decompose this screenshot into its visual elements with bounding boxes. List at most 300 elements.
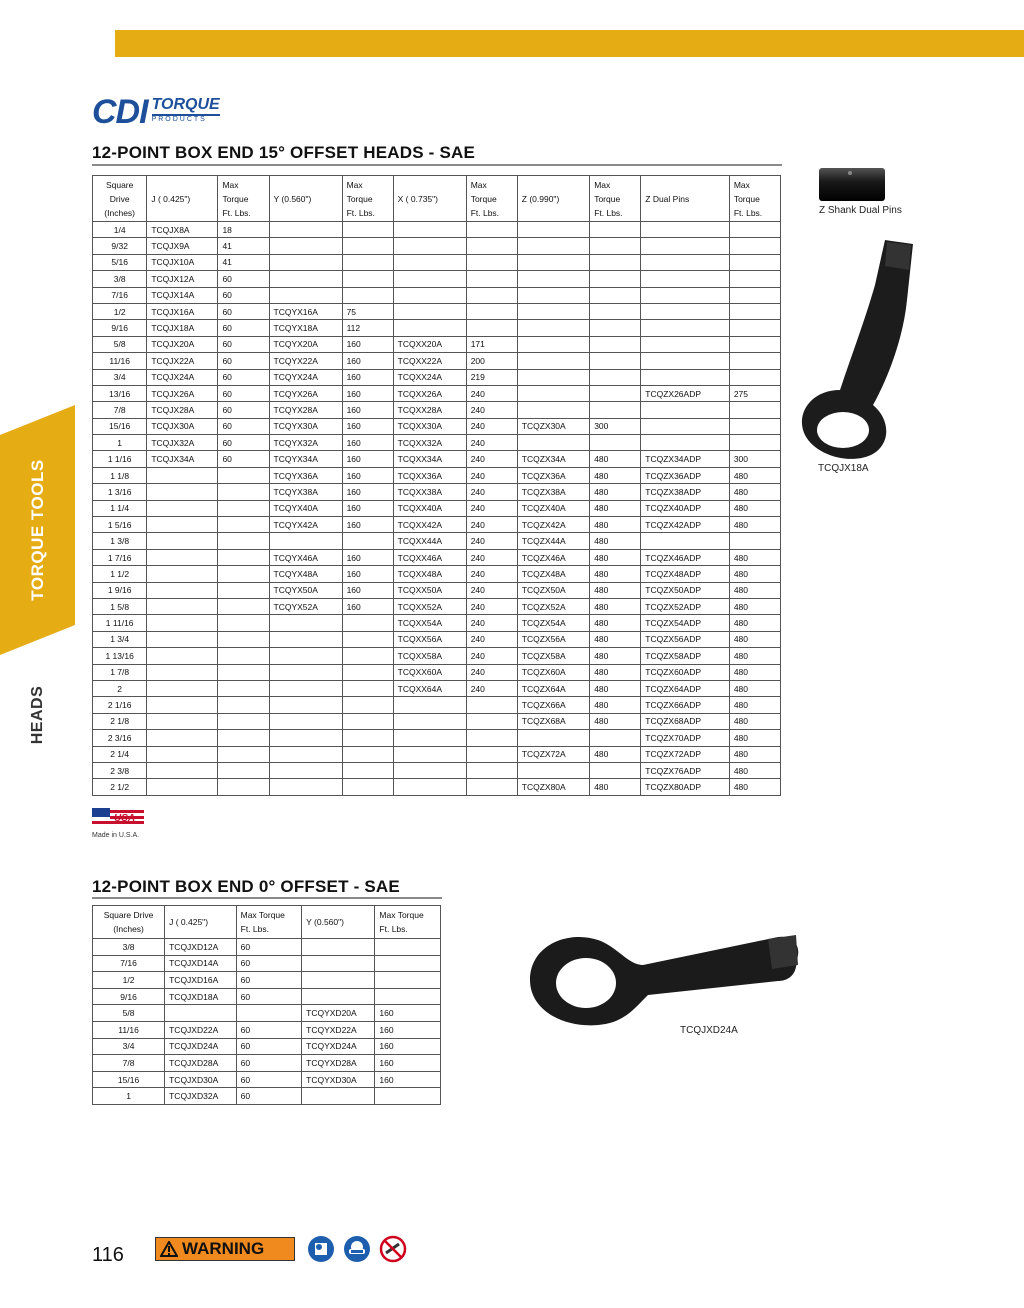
table-cell [590, 353, 641, 369]
table-cell: 60 [236, 955, 302, 972]
table-cell: 480 [590, 533, 641, 549]
table-cell: 7/16 [93, 287, 147, 303]
table-cell [641, 287, 730, 303]
usa-flag-icon [92, 806, 144, 826]
table-cell: TCQYX30A [269, 418, 342, 434]
table-cell [269, 271, 342, 287]
table-cell: TCQXX34A [393, 451, 466, 467]
table-cell [147, 598, 218, 614]
section1-title: 12-POINT BOX END 15° OFFSET HEADS - SAE [92, 143, 475, 162]
table-cell [517, 303, 589, 319]
column-header-line: Z (0.990") [521, 193, 560, 204]
table-cell: 1 1/16 [93, 451, 147, 467]
table-cell: 60 [218, 402, 269, 418]
table-cell [729, 238, 780, 254]
table-cell: TCQZX52A [517, 598, 589, 614]
table-cell [147, 697, 218, 713]
table-cell: 160 [342, 566, 393, 582]
table-cell [165, 1005, 237, 1022]
table-cell: 480 [590, 648, 641, 664]
table-row [93, 1005, 441, 1022]
table-cell: TCQJX8A [147, 222, 218, 238]
table-cell [269, 664, 342, 680]
table-row [93, 779, 781, 795]
table-cell [302, 988, 375, 1005]
table-cell: 2 1/16 [93, 697, 147, 713]
table-cell: 480 [729, 467, 780, 483]
table-cell [641, 533, 730, 549]
table-cell: TCQZX56A [517, 631, 589, 647]
table-cell [466, 222, 517, 238]
table-cell: TCQXX36A [393, 467, 466, 483]
table-cell [342, 680, 393, 696]
column-header-line: (Inches) [113, 924, 144, 934]
table-row [93, 517, 781, 533]
column-header-line: Max Torque [379, 910, 424, 920]
table-row [93, 713, 781, 729]
offset-heads-table [92, 175, 781, 796]
table-cell [393, 697, 466, 713]
table-cell: TCQZX36ADP [641, 467, 730, 483]
table-row [93, 353, 781, 369]
warning-triangle-icon [160, 1241, 178, 1257]
table-cell: TCQZX40A [517, 500, 589, 516]
table-cell: TCQYX46A [269, 549, 342, 565]
logo-main: CDI [92, 93, 148, 131]
table-cell: 480 [729, 484, 780, 500]
table-cell: 1 13/16 [93, 648, 147, 664]
column-header-line: Y (0.560") [273, 193, 312, 204]
table-cell: 1 7/8 [93, 664, 147, 680]
table-row [93, 484, 781, 500]
table-cell [342, 697, 393, 713]
table-cell [466, 254, 517, 270]
table-cell: 219 [466, 369, 517, 385]
table-cell [218, 631, 269, 647]
table-cell [147, 467, 218, 483]
table-cell [269, 746, 342, 762]
table-cell: 480 [590, 615, 641, 631]
table-cell [342, 664, 393, 680]
table-cell [147, 615, 218, 631]
table-cell: TCQJX26A [147, 385, 218, 401]
table-cell [269, 254, 342, 270]
table-cell [218, 746, 269, 762]
table-cell [729, 320, 780, 336]
table-cell: 480 [590, 451, 641, 467]
table-cell [517, 287, 589, 303]
table-cell: TCQYXD20A [302, 1005, 375, 1022]
z-shank-caption: Z Shank Dual Pins [819, 205, 902, 216]
table-cell: TCQXX32A [393, 435, 466, 451]
table-cell: TCQXX46A [393, 549, 466, 565]
table-row [93, 615, 781, 631]
table-cell: 41 [218, 238, 269, 254]
table-cell: 160 [342, 353, 393, 369]
table-cell: TCQJX24A [147, 369, 218, 385]
table-cell: TCQXX42A [393, 517, 466, 533]
table-cell: 9/16 [93, 320, 147, 336]
table-cell [375, 972, 441, 989]
table-cell: TCQJX16A [147, 303, 218, 319]
table-cell [641, 435, 730, 451]
table-row [93, 762, 781, 778]
table-cell [147, 730, 218, 746]
table-cell: 3/8 [93, 939, 165, 956]
table-cell: 7/8 [93, 1055, 165, 1072]
column-header [165, 906, 237, 939]
table-cell [269, 287, 342, 303]
table-cell: 2 [93, 680, 147, 696]
table-cell [218, 582, 269, 598]
table-cell [641, 353, 730, 369]
table-cell: TCQXX26A [393, 385, 466, 401]
table-cell [218, 533, 269, 549]
table-cell: 480 [729, 631, 780, 647]
table-cell: TCQYX52A [269, 598, 342, 614]
table-cell: 7/8 [93, 402, 147, 418]
table-cell: 60 [218, 385, 269, 401]
table-cell [590, 320, 641, 336]
table-row [93, 648, 781, 664]
table-cell: TCQXX44A [393, 533, 466, 549]
table-cell [342, 254, 393, 270]
table-cell: 3/8 [93, 271, 147, 287]
table-cell: 480 [729, 566, 780, 582]
table-cell: TCQZX80ADP [641, 779, 730, 795]
table-cell [147, 484, 218, 500]
table-cell [517, 353, 589, 369]
table-cell [466, 271, 517, 287]
table-cell: TCQYX26A [269, 385, 342, 401]
column-header [236, 906, 302, 939]
warning-text: WARNING [182, 1239, 265, 1258]
table-cell: TCQJX20A [147, 336, 218, 352]
table-cell: TCQZX34ADP [641, 451, 730, 467]
table-cell: TCQJXD22A [165, 1021, 237, 1038]
table-row [93, 533, 781, 549]
table-cell: TCQXX54A [393, 615, 466, 631]
table-cell: 240 [466, 582, 517, 598]
table-cell [590, 238, 641, 254]
column-header [93, 906, 165, 939]
table-cell [729, 402, 780, 418]
table-cell: 60 [218, 320, 269, 336]
table-row [93, 746, 781, 762]
table-cell [517, 320, 589, 336]
top-accent-bar [115, 30, 1024, 57]
table-row [93, 680, 781, 696]
table-row [93, 222, 781, 238]
table-cell [218, 484, 269, 500]
table-cell [466, 713, 517, 729]
table-cell [342, 762, 393, 778]
table-cell: 60 [218, 287, 269, 303]
column-header-line: Drive [109, 193, 130, 204]
table-cell: 480 [729, 664, 780, 680]
table-cell [147, 566, 218, 582]
table-cell: 240 [466, 648, 517, 664]
table-cell [218, 779, 269, 795]
table-cell [218, 713, 269, 729]
table-cell: TCQZX64A [517, 680, 589, 696]
table-cell [147, 779, 218, 795]
table-row [93, 467, 781, 483]
section2-title: 12-POINT BOX END 0° OFFSET - SAE [92, 877, 400, 896]
table-cell [590, 303, 641, 319]
column-header-line: Ft. Lbs. [346, 207, 375, 218]
table-cell: 160 [375, 1071, 441, 1088]
table-cell [269, 222, 342, 238]
offset-wrench-caption: TCQJX18A [818, 463, 869, 474]
table-cell: 60 [236, 972, 302, 989]
table-cell [147, 713, 218, 729]
column-header-line: Max Torque [240, 910, 285, 920]
table-cell: TCQZX70ADP [641, 730, 730, 746]
table-cell [302, 939, 375, 956]
column-header [218, 176, 269, 222]
column-header-line: Z Dual Pins [645, 193, 690, 204]
table-cell [147, 680, 218, 696]
table-cell: 60 [236, 1038, 302, 1055]
table-cell: 11/16 [93, 1021, 165, 1038]
table-cell [641, 418, 730, 434]
table-cell [269, 680, 342, 696]
table-cell: 5/16 [93, 254, 147, 270]
table-row [93, 955, 441, 972]
table-cell [342, 746, 393, 762]
table-cell: 240 [466, 467, 517, 483]
table-cell [393, 254, 466, 270]
table-cell [729, 222, 780, 238]
table-cell [466, 779, 517, 795]
table-cell: TCQZX72A [517, 746, 589, 762]
table-cell: 60 [236, 1055, 302, 1072]
table-cell: 1 3/16 [93, 484, 147, 500]
table-cell: 160 [342, 484, 393, 500]
column-header-line: Square [105, 179, 134, 190]
table-cell [466, 238, 517, 254]
table-cell [590, 402, 641, 418]
table-cell: 160 [342, 418, 393, 434]
table-row [93, 566, 781, 582]
table-cell: 240 [466, 385, 517, 401]
column-header-line: (Inches) [104, 207, 136, 218]
table-cell: 200 [466, 353, 517, 369]
table-cell [342, 631, 393, 647]
table-row [93, 664, 781, 680]
table-cell [590, 762, 641, 778]
column-header-line: Max [594, 179, 611, 190]
column-header-line: Torque [346, 193, 373, 204]
table-cell [342, 713, 393, 729]
table-row [93, 254, 781, 270]
table-cell: 60 [236, 988, 302, 1005]
table-cell: TCQZX46A [517, 549, 589, 565]
table-cell: 480 [729, 648, 780, 664]
table-cell: 480 [590, 713, 641, 729]
table-cell [342, 287, 393, 303]
table-cell: TCQZX60ADP [641, 664, 730, 680]
table-cell: 2 1/4 [93, 746, 147, 762]
table-cell [218, 549, 269, 565]
table-cell [393, 730, 466, 746]
section1-rule [92, 164, 782, 166]
table-cell: TCQJXD18A [165, 988, 237, 1005]
table-cell [466, 303, 517, 319]
table-cell: 160 [342, 517, 393, 533]
table-cell [269, 533, 342, 549]
table-cell: TCQYX34A [269, 451, 342, 467]
table-cell: TCQJX34A [147, 451, 218, 467]
table-cell [342, 615, 393, 631]
table-cell [393, 320, 466, 336]
table-cell: TCQZX38A [517, 484, 589, 500]
column-header-line: J ( 0.425") [151, 193, 191, 204]
table-cell: TCQXX50A [393, 582, 466, 598]
column-header-line: Torque [470, 193, 497, 204]
table-cell [147, 533, 218, 549]
column-header [269, 176, 342, 222]
table-cell: 1 5/8 [93, 598, 147, 614]
table-cell: TCQYX18A [269, 320, 342, 336]
column-header [641, 176, 730, 222]
table-cell [218, 467, 269, 483]
table-cell: 480 [590, 566, 641, 582]
table-row [93, 369, 781, 385]
no-hand-tool-icon [379, 1235, 407, 1263]
table-cell: 160 [342, 385, 393, 401]
logo-small: PRODUCTS [152, 114, 220, 123]
column-header-line: Max [222, 179, 239, 190]
table-cell: 240 [466, 664, 517, 680]
table-cell: 480 [590, 582, 641, 598]
table-cell: TCQJXD12A [165, 939, 237, 956]
table-cell: 160 [342, 549, 393, 565]
table-cell: TCQYXD24A [302, 1038, 375, 1055]
table-cell: TCQJX22A [147, 353, 218, 369]
column-header-line: Ft. Lbs. [379, 924, 408, 934]
table-row [93, 418, 781, 434]
table-cell: 240 [466, 631, 517, 647]
table-cell: 160 [342, 582, 393, 598]
table-cell [269, 238, 342, 254]
zero-offset-table [92, 905, 441, 1105]
table-cell: TCQXX22A [393, 353, 466, 369]
column-header-line: J ( 0.425") [169, 917, 209, 927]
table-cell: 1/2 [93, 972, 165, 989]
table-cell: TCQYX36A [269, 467, 342, 483]
table-cell: 480 [729, 598, 780, 614]
table-cell: TCQJX30A [147, 418, 218, 434]
table-cell: 240 [466, 549, 517, 565]
table-cell: 240 [466, 517, 517, 533]
table-cell [342, 730, 393, 746]
table-cell: 240 [466, 533, 517, 549]
table-cell [218, 680, 269, 696]
table-cell: 160 [342, 435, 393, 451]
table-cell: TCQJX32A [147, 435, 218, 451]
table-cell: 240 [466, 566, 517, 582]
table-cell: TCQYX32A [269, 435, 342, 451]
table-cell [641, 336, 730, 352]
table-cell [393, 713, 466, 729]
table-cell [218, 615, 269, 631]
table-cell: 480 [729, 730, 780, 746]
table-cell: 5/8 [93, 1005, 165, 1022]
table-cell: 60 [218, 451, 269, 467]
table-cell [729, 353, 780, 369]
table-cell: TCQZX42A [517, 517, 589, 533]
table-cell: 300 [729, 451, 780, 467]
table-cell: 480 [590, 779, 641, 795]
table-cell: 60 [218, 336, 269, 352]
table-cell [517, 402, 589, 418]
table-cell: TCQZX80A [517, 779, 589, 795]
table-cell: TCQXX30A [393, 418, 466, 434]
table-cell: 1 1/4 [93, 500, 147, 516]
table-cell [517, 730, 589, 746]
table-cell: TCQZX48ADP [641, 566, 730, 582]
read-manual-icon [307, 1235, 335, 1263]
table-cell [375, 939, 441, 956]
table-cell: 1 3/4 [93, 631, 147, 647]
table-cell [466, 697, 517, 713]
table-cell: TCQZX72ADP [641, 746, 730, 762]
table-cell: 480 [729, 680, 780, 696]
table-cell: TCQZX68ADP [641, 713, 730, 729]
table-cell [729, 336, 780, 352]
table-cell [641, 320, 730, 336]
table-row [93, 582, 781, 598]
table-cell [590, 336, 641, 352]
table-cell: 2 3/16 [93, 730, 147, 746]
table-row [93, 939, 441, 956]
table-cell [729, 418, 780, 434]
table-header-row [93, 176, 781, 222]
table-cell: 480 [590, 631, 641, 647]
table-cell [147, 582, 218, 598]
table-cell [393, 271, 466, 287]
table-cell [590, 730, 641, 746]
table-cell: 60 [218, 303, 269, 319]
table-cell [218, 762, 269, 778]
table-cell: TCQZX60A [517, 664, 589, 680]
table-cell: 5/8 [93, 336, 147, 352]
table-cell [342, 238, 393, 254]
table-cell [729, 369, 780, 385]
table-cell: 60 [218, 353, 269, 369]
table-cell [147, 549, 218, 565]
table-cell [269, 762, 342, 778]
table-cell: TCQYX42A [269, 517, 342, 533]
table-cell [641, 369, 730, 385]
table-cell: TCQXX38A [393, 484, 466, 500]
column-header-line: Square Drive [103, 910, 154, 920]
table-cell: TCQZX58A [517, 648, 589, 664]
table-cell: 480 [729, 549, 780, 565]
table-cell [147, 631, 218, 647]
table-cell [147, 664, 218, 680]
table-cell: 1 11/16 [93, 615, 147, 631]
table-cell [269, 631, 342, 647]
table-row [93, 549, 781, 565]
table-cell [590, 385, 641, 401]
table-row [93, 697, 781, 713]
table-row [93, 730, 781, 746]
table-cell [269, 648, 342, 664]
table-row [93, 451, 781, 467]
